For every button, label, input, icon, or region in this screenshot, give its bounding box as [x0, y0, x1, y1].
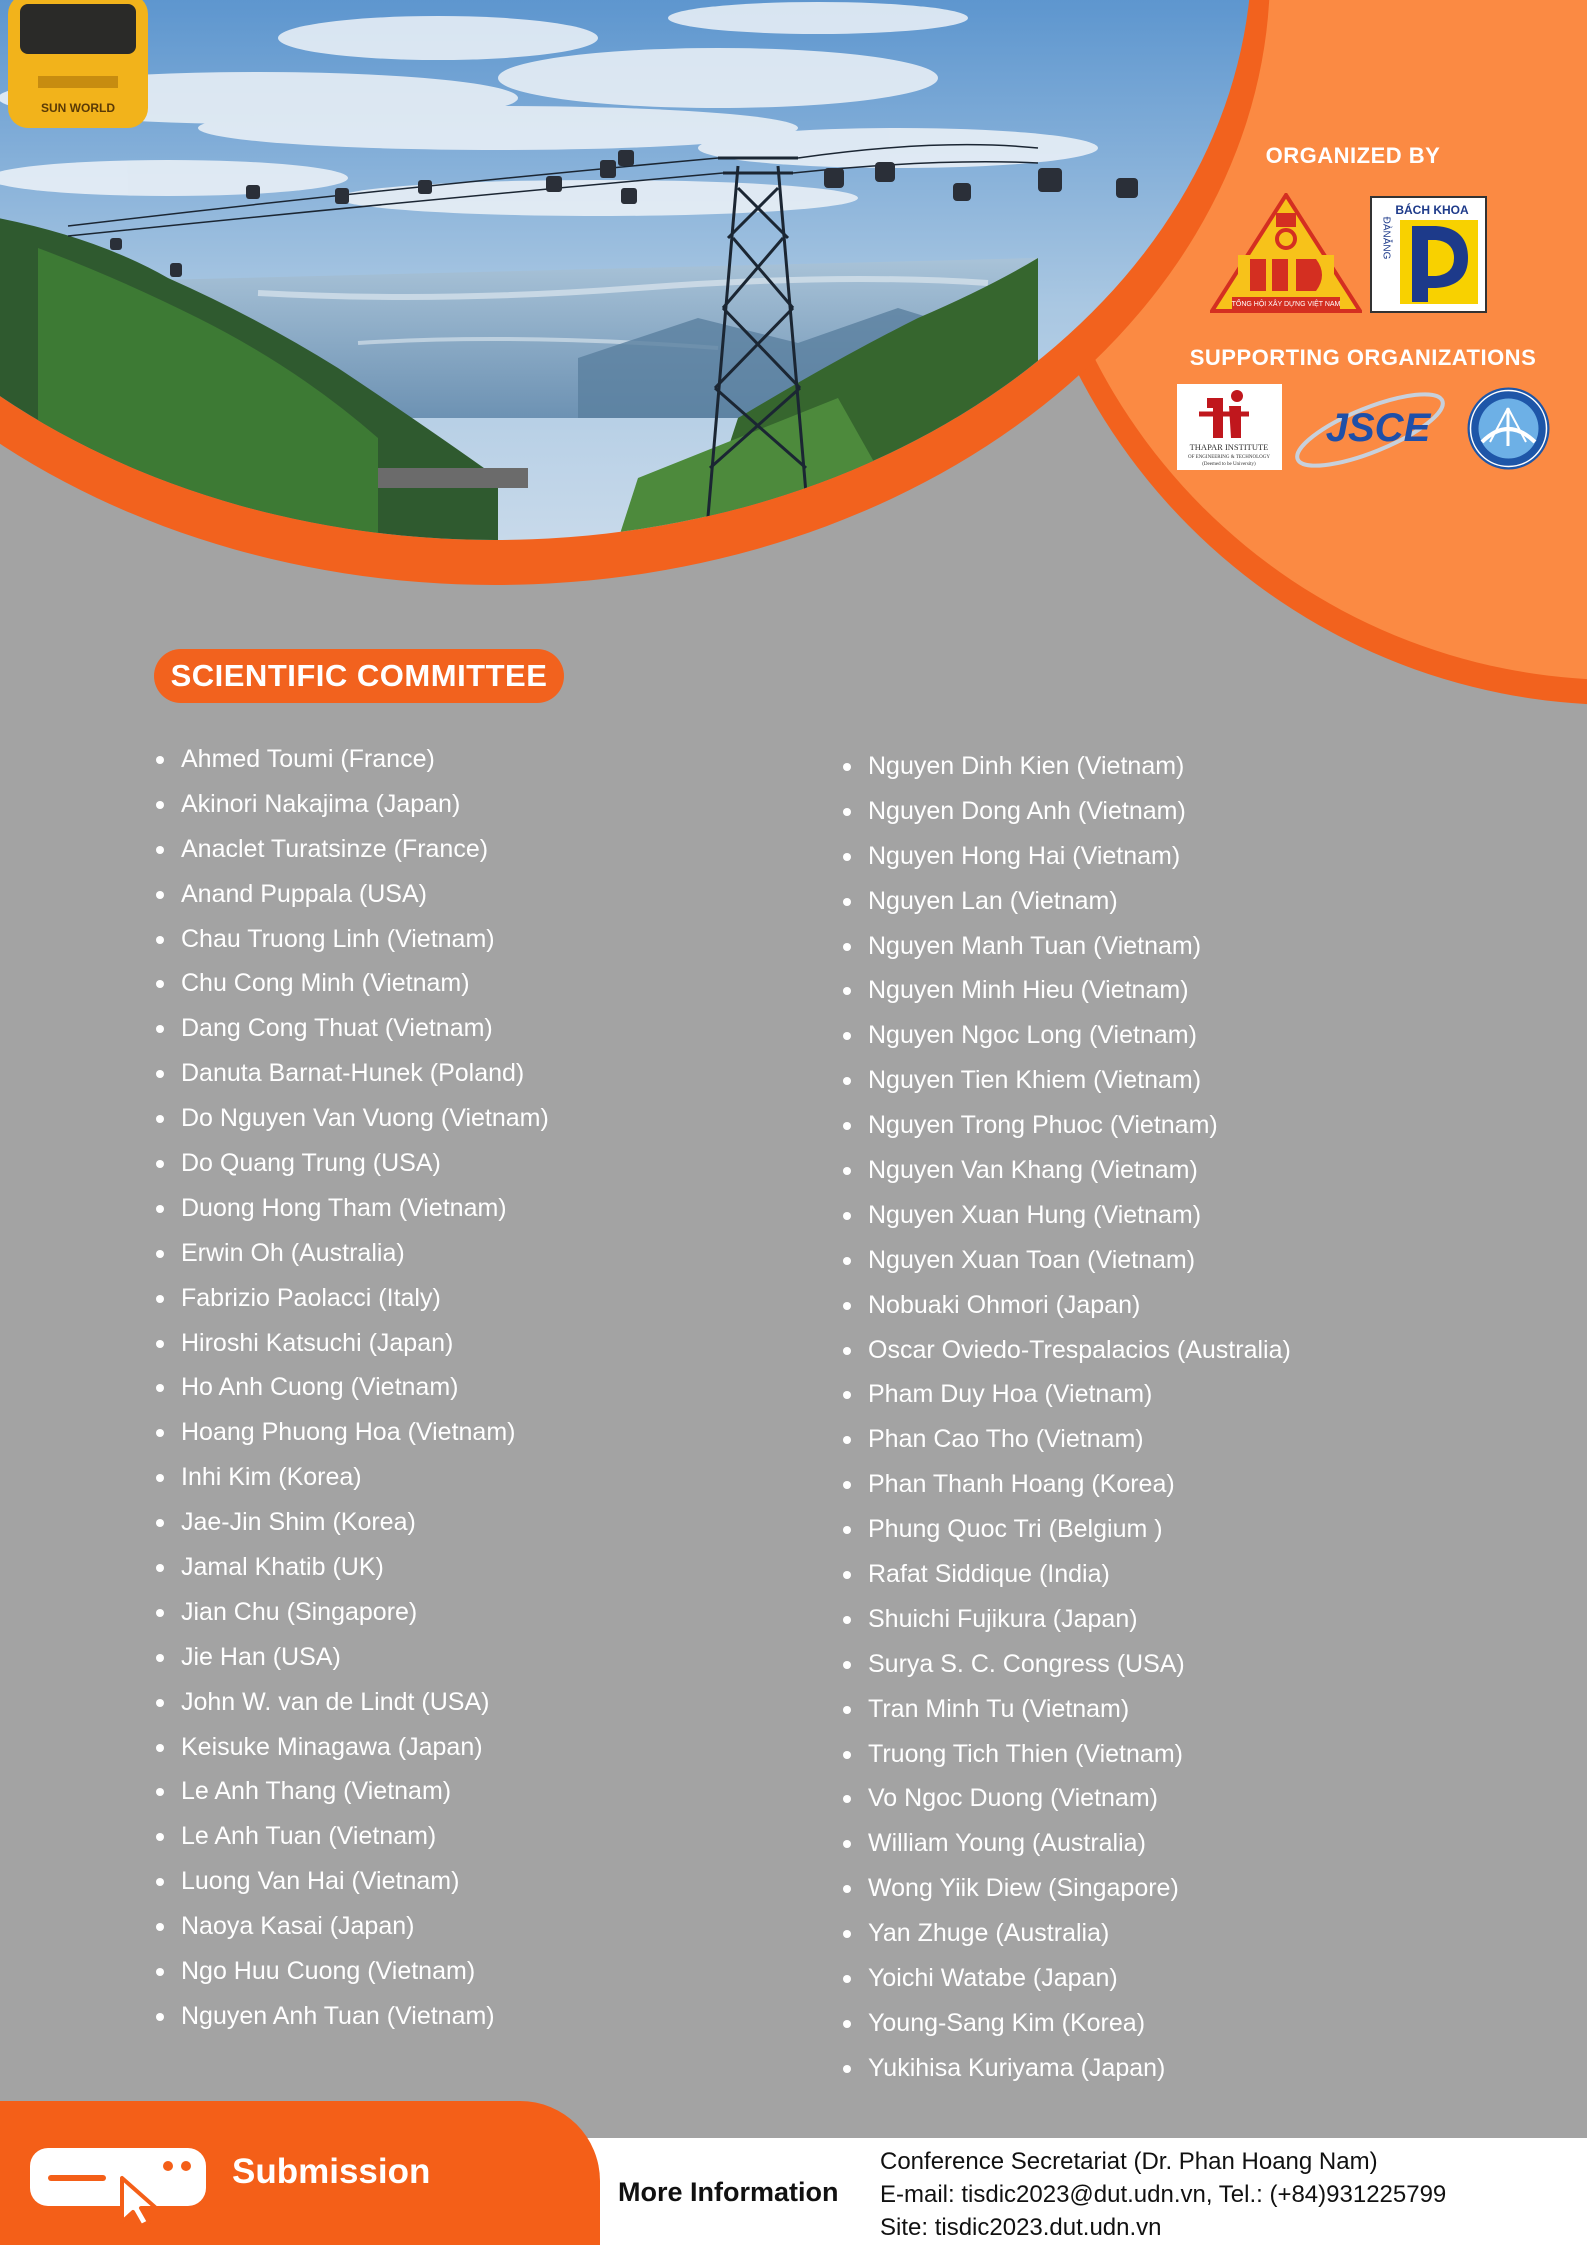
scientific-committee-heading: SCIENTIFIC COMMITTEE — [154, 649, 564, 703]
list-item: Chu Cong Minh (Vietnam) — [155, 961, 549, 1006]
list-item: Dang Cong Thuat (Vietnam) — [155, 1006, 549, 1051]
list-item: William Young (Australia) — [842, 1821, 1291, 1866]
svg-text:JSCE: JSCE — [1325, 406, 1431, 450]
list-item: Nguyen Dinh Kien (Vietnam) — [842, 744, 1291, 789]
association-seal-logo — [1466, 386, 1551, 471]
svg-text:THAPAR INSTITUTE: THAPAR INSTITUTE — [1189, 442, 1269, 452]
more-information-label: More Information — [618, 2177, 839, 2207]
list-item: Duong Hong Tham (Vietnam) — [155, 1186, 549, 1231]
list-item: Hoang Phuong Hoa (Vietnam) — [155, 1410, 549, 1455]
submission-button[interactable]: Submission — [232, 2152, 431, 2191]
list-item: Jae-Jin Shim (Korea) — [155, 1500, 549, 1545]
list-item: Nguyen Dong Anh (Vietnam) — [842, 789, 1291, 834]
committee-list-right — [842, 744, 1291, 2091]
list-item: Anaclet Turatsinze (France) — [155, 827, 549, 872]
list-item: Vo Ngoc Duong (Vietnam) — [842, 1776, 1291, 1821]
jsce-logo — [1290, 385, 1450, 475]
list-item: Ngo Huu Cuong (Vietnam) — [155, 1949, 549, 1994]
list-item: Akinori Nakajima (Japan) — [155, 782, 549, 827]
secretariat-line: Conference Secretariat (Dr. Phan Hoang Nam) — [880, 2148, 1378, 2175]
list-item: Jian Chu (Singapore) — [155, 1590, 549, 1635]
list-item: Nguyen Manh Tuan (Vietnam) — [842, 924, 1291, 969]
list-item: Phung Quoc Tri (Belgium ) — [842, 1507, 1291, 1552]
cable-car-sign: SUN WORLD — [41, 101, 115, 115]
list-item: Le Anh Thang (Vietnam) — [155, 1769, 549, 1814]
list-item: Yoichi Watabe (Japan) — [842, 1956, 1291, 2001]
list-item: Yukihisa Kuriyama (Japan) — [842, 2046, 1291, 2091]
list-item: Nguyen Trong Phuoc (Vietnam) — [842, 1103, 1291, 1148]
list-item: Pham Duy Hoa (Vietnam) — [842, 1372, 1291, 1417]
list-item: Tran Minh Tu (Vietnam) — [842, 1687, 1291, 1732]
list-item: Ho Anh Cuong (Vietnam) — [155, 1365, 549, 1410]
list-item: Do Quang Trung (USA) — [155, 1141, 549, 1186]
list-item: Nguyen Xuan Hung (Vietnam) — [842, 1193, 1291, 1238]
list-item: Luong Van Hai (Vietnam) — [155, 1859, 549, 1904]
list-item: Nguyen Van Khang (Vietnam) — [842, 1148, 1291, 1193]
list-item: Surya S. C. Congress (USA) — [842, 1642, 1291, 1687]
hero-cable-car-photo — [0, 0, 1252, 540]
list-item: John W. van de Lindt (USA) — [155, 1680, 549, 1725]
svg-text:(Deemed to be University): (Deemed to be University) — [1202, 462, 1256, 467]
list-item: Nguyen Hong Hai (Vietnam) — [842, 834, 1291, 879]
svg-text:ĐÀNẴNG: ĐÀNẴNG — [1380, 216, 1392, 260]
list-item: Jie Han (USA) — [155, 1635, 549, 1680]
mountain-cable-car-illustration — [0, 0, 1252, 540]
list-item: Anand Puppala (USA) — [155, 872, 549, 917]
list-item: Wong Yiik Diew (Singapore) — [842, 1866, 1291, 1911]
committee-list-left — [155, 737, 549, 2039]
list-item: Phan Thanh Hoang (Korea) — [842, 1462, 1291, 1507]
list-item: Nguyen Anh Tuan (Vietnam) — [155, 1994, 549, 2039]
list-item: Do Nguyen Van Vuong (Vietnam) — [155, 1096, 549, 1141]
svg-text:OF ENGINEERING & TECHNOLOGY: OF ENGINEERING & TECHNOLOGY — [1188, 455, 1270, 460]
list-item: Shuichi Fujikura (Japan) — [842, 1597, 1291, 1642]
list-item: Yan Zhuge (Australia) — [842, 1911, 1291, 1956]
list-item: Keisuke Minagawa (Japan) — [155, 1725, 549, 1770]
list-item: Nguyen Lan (Vietnam) — [842, 879, 1291, 924]
bach-khoa-da-nang-logo — [1370, 196, 1487, 313]
contact-info — [880, 2145, 1446, 2244]
email-line[interactable]: E-mail: tisdic2023@dut.udn.vn, Tel.: (+84)931225799 — [880, 2181, 1447, 2208]
list-item: Hiroshi Katsuchi (Japan) — [155, 1321, 549, 1366]
list-item: Erwin Oh (Australia) — [155, 1231, 549, 1276]
list-item: Nguyen Xuan Toan (Vietnam) — [842, 1238, 1291, 1283]
thapar-institute-logo — [1177, 384, 1282, 470]
list-item: Ahmed Toumi (France) — [155, 737, 549, 782]
list-item: Inhi Kim (Korea) — [155, 1455, 549, 1500]
site-line[interactable]: Site: tisdic2023.dut.udn.vn — [880, 2214, 1162, 2241]
list-item: Nobuaki Ohmori (Japan) — [842, 1283, 1291, 1328]
list-item: Rafat Siddique (India) — [842, 1552, 1291, 1597]
list-item: Nguyen Ngoc Long (Vietnam) — [842, 1013, 1291, 1058]
organized-by-heading: ORGANIZED BY — [1265, 143, 1441, 168]
list-item: Chau Truong Linh (Vietnam) — [155, 917, 549, 962]
list-item: Oscar Oviedo-Trespalacios (Australia) — [842, 1328, 1291, 1373]
list-item: Phan Cao Tho (Vietnam) — [842, 1417, 1291, 1462]
list-item: Young-Sang Kim (Korea) — [842, 2001, 1291, 2046]
supporting-organizations-heading: SUPPORTING ORGANIZATIONS — [1189, 345, 1537, 370]
list-item: Truong Tich Thien (Vietnam) — [842, 1732, 1291, 1777]
svg-text:TỔNG HỘI XÂY DỰNG VIỆT NAM: TỔNG HỘI XÂY DỰNG VIỆT NAM — [1231, 301, 1341, 308]
list-item: Jamal Khatib (UK) — [155, 1545, 549, 1590]
list-item: Danuta Barnat-Hunek (Poland) — [155, 1051, 549, 1096]
list-item: Fabrizio Paolacci (Italy) — [155, 1276, 549, 1321]
svg-text:BÁCH KHOA: BÁCH KHOA — [1395, 203, 1469, 217]
list-item: Le Anh Tuan (Vietnam) — [155, 1814, 549, 1859]
list-item: Naoya Kasai (Japan) — [155, 1904, 549, 1949]
list-item: Nguyen Minh Hieu (Vietnam) — [842, 968, 1291, 1013]
list-item: Nguyen Tien Khiem (Vietnam) — [842, 1058, 1291, 1103]
tong-hoi-xay-dung-logo — [1210, 193, 1362, 317]
cursor-click-icon — [28, 2146, 213, 2226]
